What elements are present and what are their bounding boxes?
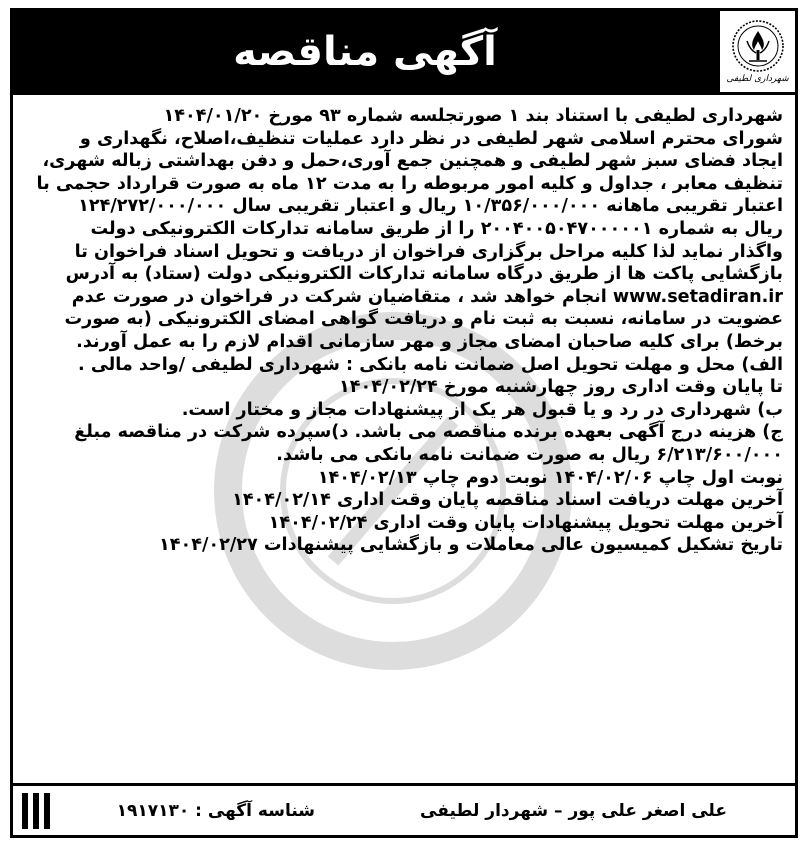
body-paragraph <box>27 105 783 557</box>
body-line: ریال به شماره ۲۰۰۴۰۰۵۰۴۷۰۰۰۰۰۱ را از طریق سامانه تدارکات الکترونیکی دولت <box>90 218 783 239</box>
body-line: www.setadiran.ir انجام خواهد شد ، متقاضیان شرکت در فراخوان در صورت عدم <box>71 286 783 307</box>
body-line: شهرداری لطیفی با استناد بند ۱ صورتجلسه شماره ۹۳ مورخ ۱۴۰۴/۰۱/۲۰ <box>163 106 783 126</box>
ad-code: شناسه آگهی : ۱۹۱۷۱۳۰ <box>116 800 315 821</box>
decorative-bars <box>13 786 53 835</box>
body-line: تنظیف معابر ، جداول و کلیه امور مربوطه را به مدت ۱۲ ماه به صورت قرارداد حجمی با <box>36 173 783 194</box>
notice-body <box>27 105 783 557</box>
body-line: برخط) برای کلیه صاحبان امضای مجاز و مهر سازمانی اقدام لازم را به عمل آورند. <box>76 331 783 352</box>
flame-tree-icon <box>731 19 785 73</box>
body-line: ۶/۲۱۳/۶۰۰/۰۰۰ ریال به صورت ضمانت نامه بانکی می باشد. <box>276 444 783 465</box>
body-line: نوبت اول چاپ ۱۴۰۴/۰۲/۰۶ نوبت دوم چاپ ۱۴۰۴/۰۲/۱۳ <box>317 467 783 488</box>
notice-title: آگهی مناقصه <box>233 28 497 75</box>
logo-caption: شهرداری لطیفی <box>726 74 789 84</box>
signer-name: علی اصغر علی پور – شهردار لطیفی <box>420 800 727 821</box>
body-line: ایجاد فضای سبز شهر لطیفی و همچنین جمع آوری،حمل و دفن بهداشتی زباله شهری، <box>42 151 783 172</box>
notice-footer <box>13 783 795 835</box>
body-line: اعتبار تقریبی ماهانه ۱۰/۳۵۶/۰۰۰/۰۰۰ ریال و اعتبار تقریبی سال ۱۲۴/۲۷۲/۰۰۰/۰۰۰ <box>78 196 783 217</box>
notice-frame <box>10 8 798 838</box>
body-line: ج) هزینه درج آگهی بعهده برنده مناقصه می باشد. د)سپرده شرکت در مناقصه مبلغ <box>74 422 783 443</box>
body-line: عضویت در سامانه، نسبت به ثبت نام و دریافت گواهی امضای الکترونیکی (به صورت <box>64 309 783 330</box>
municipality-logo <box>717 11 795 92</box>
body-line: شورای محترم اسلامی شهر لطیفی در نظر دارد عملیات تنظیف،اصلاح، نگهداری و <box>79 128 783 149</box>
body-line: الف) محل و مهلت تحویل اصل ضمانت نامه بانکی : شهرداری لطیفی /واحد مالی . <box>78 354 783 375</box>
body-line: تاریخ تشکیل کمیسیون عالی معاملات و بازگشایی پیشنهادات ۱۴۰۴/۰۲/۲۷ <box>158 535 783 556</box>
body-line: آخرین مهلت تحویل پیشنهادات پایان وقت اداری ۱۴۰۴/۰۲/۲۴ <box>268 512 783 533</box>
notice-header <box>13 11 795 95</box>
body-line: واگذار نماید لذا کلیه مراحل برگزاری فراخوان از دریافت و تحویل اسناد فراخوان تا <box>74 241 783 262</box>
title-bar <box>13 11 717 92</box>
body-line: ب) شهرداری در رد و یا قبول هر یک از پیشنهادات مجاز و مختار است. <box>181 399 783 420</box>
body-line: تا پایان وقت اداری روز چهارشنبه مورخ ۱۴۰۴/۰۲/۲۴ <box>338 377 783 398</box>
body-line: آخرین مهلت دریافت اسناد مناقصه پایان وقت اداری ۱۴۰۴/۰۲/۱۴ <box>232 490 783 511</box>
body-line: بازگشایی پاکت ها از طریق درگاه سامانه تدارکات الکترونیکی دولت (ستاد) به آدرس <box>65 264 783 285</box>
